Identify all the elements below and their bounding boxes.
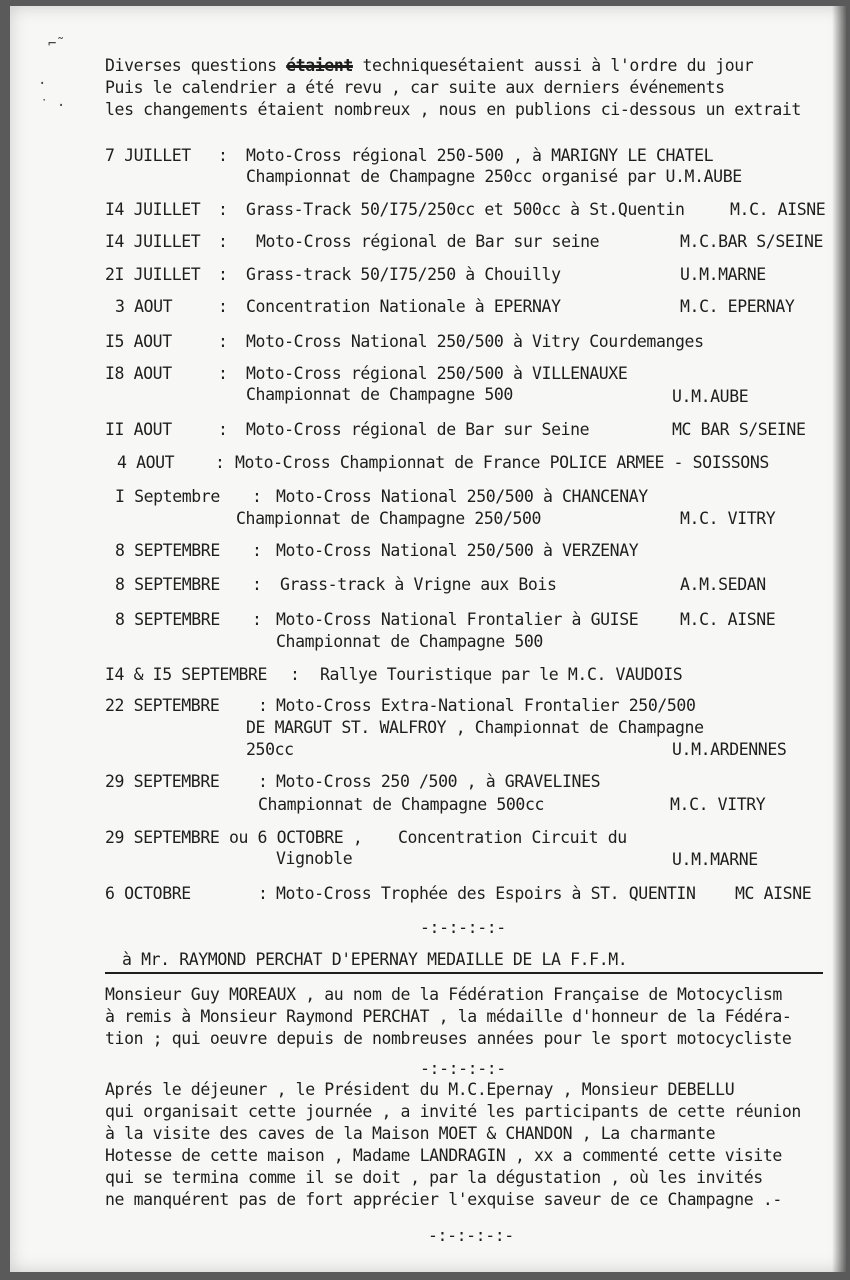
event-sep: : [218,332,228,351]
event-sep: : [218,146,228,165]
event-desc: Moto-Cross régional 250-500 , à MARIGNY LE CHATEL [246,146,714,165]
section-separator: -:-:-:-:- [420,1059,506,1078]
event-sep: : [252,541,262,560]
event-desc: Concentration Nationale à EPERNAY [246,297,561,316]
event-desc: Concentration Circuit du [398,828,627,847]
event-sep: : [252,487,262,506]
event-club: M.C. EPERNAY [680,297,795,316]
event-sep: : [218,297,228,316]
event-date: I4 JUILLET [105,200,201,219]
event-date: 29 SEPTEMBRE [105,772,220,791]
event-desc: Moto-Cross régional de Bar sur seine [256,232,600,251]
event-desc: Moto-Cross National 250/500 à VERZENAY [276,541,639,560]
event-date: 6 OCTOBRE [105,884,191,903]
paragraph-line: à la visite des caves de la Maison MOET & CHANDON , La charmante [105,1124,716,1143]
event-date: 7 JUILLET [105,146,191,165]
event-sep: : [215,453,225,472]
event-sep: : [258,772,268,791]
section-separator: -:-:-:-:- [420,918,506,937]
event-sep: : [252,575,262,594]
event-desc: DE MARGUT ST. WALFROY , Championnat de Champagne [246,718,704,737]
event-desc: Moto-Cross National 250/500 à Vitry Courdemanges [246,332,704,351]
event-desc: Championnat de Champagne 250cc organisé par U.M.AUBE [246,167,742,186]
event-sep: : [258,884,268,903]
event-desc: Moto-Cross Trophée des Espoirs à ST. QUENTIN [276,884,696,903]
event-date: 4 AOUT [117,453,175,472]
event-sep: : [290,665,300,684]
event-desc: Grass-track 50/I75/250 à Chouilly [246,265,561,284]
event-sep: : [258,696,268,715]
event-desc: Moto-Cross Championnat de France POLICE ARMEE - SOISSONS [235,453,769,472]
scan-mark: ⌐˜ [48,36,65,52]
event-club: U.M.AUBE [672,387,749,406]
event-date: 8 SEPTEMBRE [115,541,220,560]
event-desc: Moto-Cross National 250/500 à CHANCENAY [276,487,648,506]
intro-line-3: les changements étaient nombreux , nous en publions ci-dessous un extrait [105,100,801,119]
event-club: U.M.MARNE [672,850,758,869]
event-date: 8 SEPTEMBRE [115,610,220,629]
event-desc: Rallye Touristique par le M.C. VAUDOIS [320,665,683,684]
event-desc: Championnat de Champagne 500cc [258,795,545,814]
heading-underline [105,972,823,974]
event-club: U.M.ARDENNES [672,740,787,759]
event-sep: : [218,265,228,284]
scan-mark: · [38,76,47,92]
event-club: M.C. VITRY [670,795,766,814]
event-date: 29 SEPTEMBRE ou 6 OCTOBRE , [105,828,363,847]
event-date: II AOUT [105,420,172,439]
event-date: I4 & I5 SEPTEMBRE [105,665,268,684]
event-date: 3 AOUT [115,297,173,316]
struck-word: étaient [286,56,353,75]
event-club: M.C. AISNE [730,200,826,219]
event-desc: Grass-Track 50/I75/250cc et 500cc à St.Quentin [246,200,685,219]
event-desc: Moto-Cross Extra-National Frontalier 250/500 [276,696,696,715]
intro-line-1: Diverses questions étaient techniquesétaient aussi à l'ordre du jour [105,56,754,75]
event-date: 8 SEPTEMBRE [115,575,220,594]
event-desc: Moto-Cross régional de Bar sur Seine [246,420,590,439]
event-club: M.C.BAR S/SEINE [680,232,824,251]
event-club: M.C. AISNE [680,610,776,629]
event-club: MC BAR S/SEINE [672,420,806,439]
event-date: I5 AOUT [105,332,172,351]
paragraph-line: tion ; qui oeuvre depuis de nombreuses années pour le sport motocycliste [105,1029,792,1048]
final-separator: -:-:-:-:- [428,1226,514,1245]
event-desc: Moto-Cross 250 /500 , à GRAVELINES [276,772,601,791]
event-date: 2I JUILLET [105,265,201,284]
event-date: I4 JUILLET [105,232,201,251]
scan-mark: ˙ · [40,98,66,114]
event-sep: : [218,420,228,439]
event-club: M.C. VITRY [680,509,776,528]
event-club: A.M.SEDAN [680,575,766,594]
event-club: MC AISNE [735,884,812,903]
paragraph-line: Monsieur Guy MOREAUX , au nom de la Fédération Française de Motocyclism [105,985,782,1004]
event-date: 22 SEPTEMBRE [105,696,220,715]
intro-line-2: Puis le calendrier a été revu , car suite aux derniers événements [105,78,725,97]
event-date: I Septembre [115,487,220,506]
event-desc: Vignoble [276,849,353,868]
event-sep: : [252,610,262,629]
page-edge-shadow [832,6,846,1272]
award-heading: à Mr. RAYMOND PERCHAT D'EPERNAY MEDAILLE DE LA F.F.M. [122,950,628,969]
event-desc: Grass-track à Vrigne aux Bois [280,575,557,594]
paragraph-line: à remis à Monsieur Raymond PERCHAT , la médaille d'honneur de la Fédéra- [105,1007,792,1026]
event-sep: : [218,364,228,383]
event-sep: : [218,232,228,251]
event-desc: Championnat de Champagne 250/500 [236,509,542,528]
paragraph-line: qui organisait cette journée , a invité les participants de cette réunion [105,1102,801,1121]
event-sep: : [218,200,228,219]
event-desc: 250cc [246,740,294,759]
event-desc: Moto-Cross régional 250/500 à VILLENAUXE [246,364,628,383]
paragraph-line: Aprés le déjeuner , le Président du M.C.Epernay , Monsieur DEBELLU [105,1080,735,1099]
event-club: U.M.MARNE [680,265,766,284]
paragraph-line: Hotesse de cette maison , Madame LANDRAGIN , xx a commenté cette visite [105,1146,782,1165]
event-desc: Championnat de Champagne 500 [246,385,513,404]
event-desc: Moto-Cross National Frontalier à GUISE [276,610,639,629]
event-desc: Championnat de Champagne 500 [276,632,543,651]
paragraph-line: qui se termina comme il se doit , par la dégustation , où les invités [105,1168,763,1187]
event-date: I8 AOUT [105,364,172,383]
paragraph-line: ne manquérent pas de fort apprécier l'exquise saveur de ce Champagne .- [105,1190,782,1209]
